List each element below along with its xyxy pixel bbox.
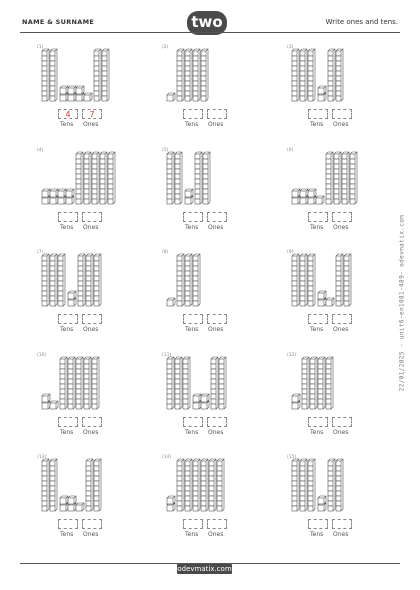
ones-answer-box[interactable] — [332, 519, 352, 529]
tens-label: Tens — [310, 224, 324, 231]
ones-answer-box[interactable] — [332, 417, 352, 427]
base-ten-blocks — [40, 353, 150, 415]
tens-rod — [217, 459, 224, 511]
tens-answer-box[interactable] — [183, 212, 203, 222]
tens-answer-box[interactable] — [308, 212, 328, 222]
tens-rod — [76, 357, 83, 409]
ones-cube — [316, 196, 324, 204]
exercise-number: (11) — [162, 353, 172, 358]
tens-label: Tens — [310, 531, 324, 538]
ones-cube — [318, 496, 326, 504]
ones-cube — [300, 189, 308, 197]
tens-rod — [58, 254, 65, 306]
tens-rod — [334, 152, 341, 204]
ones-answer-box[interactable] — [332, 212, 352, 222]
exercise-card — [37, 353, 150, 453]
ones-label: Ones — [333, 429, 349, 436]
tens-rod — [42, 49, 49, 101]
ones-label: Ones — [83, 224, 99, 231]
tens-rod — [328, 459, 335, 511]
base-ten-blocks — [290, 45, 400, 107]
tens-rod — [308, 49, 315, 101]
tens-answer-box[interactable] — [183, 109, 203, 119]
tens-rod — [308, 459, 315, 511]
ones-label: Ones — [208, 429, 224, 436]
tens-rod — [94, 254, 101, 306]
base-ten-blocks — [165, 455, 275, 517]
base-ten-blocks — [165, 353, 275, 415]
base-ten-blocks — [40, 455, 150, 517]
ones-answer-box[interactable]: 7 — [82, 109, 102, 119]
tens-rod — [193, 459, 200, 511]
tens-answer-box[interactable] — [183, 519, 203, 529]
tens-label: Tens — [310, 429, 324, 436]
tens-answer-box[interactable] — [308, 519, 328, 529]
base-ten-blocks — [290, 455, 400, 517]
tens-rod — [326, 357, 333, 409]
tens-rod — [300, 49, 307, 101]
tens-answer-box[interactable] — [308, 314, 328, 324]
exercise-number: (13) — [37, 455, 47, 460]
ones-label: Ones — [333, 121, 349, 128]
ones-label: Ones — [333, 531, 349, 538]
tens-rod — [177, 459, 184, 511]
ones-answer-box[interactable] — [82, 212, 102, 222]
exercise-number: (4) — [37, 148, 44, 153]
exercise-card — [162, 250, 275, 350]
tens-rod — [209, 459, 216, 511]
exercise-card — [37, 455, 150, 555]
tens-rod — [193, 254, 200, 306]
ones-label: Ones — [333, 326, 349, 333]
tens-rod — [185, 49, 192, 101]
tens-rod — [185, 459, 192, 511]
tens-rod — [167, 357, 174, 409]
base-ten-blocks — [40, 45, 150, 107]
tens-rod — [336, 254, 343, 306]
tens-label: Tens — [60, 429, 74, 436]
tens-rod — [76, 152, 83, 204]
ones-cube — [66, 189, 74, 197]
ones-cube — [68, 86, 76, 94]
ones-answer-box[interactable] — [207, 314, 227, 324]
base-ten-blocks — [40, 250, 150, 312]
exercise-number: (14) — [162, 455, 172, 460]
tens-label: Tens — [185, 429, 199, 436]
exercise-card — [287, 45, 400, 145]
ones-label: Ones — [83, 429, 99, 436]
ones-cube — [167, 298, 175, 306]
tens-rod — [310, 357, 317, 409]
exercise-number: (6) — [287, 148, 294, 153]
ones-label: Ones — [83, 121, 99, 128]
tens-rod — [175, 152, 182, 204]
ones-cube — [292, 189, 300, 197]
exercise-number: (2) — [162, 45, 169, 50]
tens-rod — [50, 459, 57, 511]
base-ten-blocks — [290, 250, 400, 312]
base-ten-blocks — [290, 353, 400, 415]
tens-rod — [42, 254, 49, 306]
instruction-text: Write ones and tens. — [325, 18, 398, 26]
tens-rod — [219, 357, 226, 409]
tens-rod — [50, 49, 57, 101]
tens-answer-box[interactable] — [183, 417, 203, 427]
base-ten-blocks — [165, 250, 275, 312]
exercise-card — [162, 45, 275, 145]
footer-brand: odevmatix.com — [177, 565, 232, 573]
ones-cube — [167, 93, 175, 101]
tens-rod — [201, 459, 208, 511]
tens-answer-box[interactable]: 4 — [58, 109, 78, 119]
exercise-card — [37, 148, 150, 248]
tens-label: Tens — [185, 531, 199, 538]
tens-rod — [108, 152, 115, 204]
tens-rod — [60, 357, 67, 409]
tens-rod — [86, 254, 93, 306]
ones-label: Ones — [83, 531, 99, 538]
ones-cube — [318, 86, 326, 94]
ones-cube — [60, 496, 68, 504]
tens-answer-box[interactable] — [308, 109, 328, 119]
exercise-number: (5) — [162, 148, 169, 153]
tens-label: Tens — [60, 224, 74, 231]
tens-answer-box[interactable] — [58, 314, 78, 324]
ones-label: Ones — [83, 326, 99, 333]
ones-answer-box[interactable] — [332, 314, 352, 324]
tens-rod — [336, 49, 343, 101]
tens-rod — [193, 49, 200, 101]
ones-answer-box[interactable] — [332, 109, 352, 119]
ones-answer-box[interactable] — [82, 314, 102, 324]
tens-rod — [86, 459, 93, 511]
exercise-number: (8) — [162, 250, 169, 255]
tens-answer-box[interactable] — [58, 417, 78, 427]
tens-label: Tens — [60, 121, 74, 128]
exercise-card — [162, 455, 275, 555]
ones-cube — [50, 189, 58, 197]
name-surname-label: NAME & SURNAME — [22, 18, 95, 26]
tens-rod — [203, 152, 210, 204]
tens-rod — [336, 459, 343, 511]
ones-cube — [60, 86, 68, 94]
tens-rod — [292, 459, 299, 511]
tens-rod — [84, 152, 91, 204]
tens-rod — [50, 254, 57, 306]
tens-rod — [201, 49, 208, 101]
tens-rod — [195, 152, 202, 204]
tens-rod — [94, 459, 101, 511]
tens-rod — [100, 152, 107, 204]
tens-rod — [318, 357, 325, 409]
ones-cube — [326, 298, 334, 306]
tens-rod — [300, 254, 307, 306]
exercise-number: (1) — [37, 45, 44, 50]
tens-rod — [185, 254, 192, 306]
ones-answer-box[interactable] — [82, 417, 102, 427]
tens-label: Tens — [310, 326, 324, 333]
ones-label: Ones — [208, 531, 224, 538]
tens-label: Tens — [60, 531, 74, 538]
ones-cube — [42, 189, 50, 197]
tens-rod — [68, 357, 75, 409]
tens-rod — [102, 49, 109, 101]
exercise-number: (12) — [287, 353, 297, 358]
ones-cube — [50, 401, 58, 409]
ones-cube — [292, 394, 300, 402]
tens-rod — [177, 254, 184, 306]
tens-rod — [92, 152, 99, 204]
exercise-number: (3) — [287, 45, 294, 50]
tens-answer-box[interactable] — [308, 417, 328, 427]
ones-cube — [76, 86, 84, 94]
base-ten-blocks — [290, 148, 400, 210]
tens-rod — [167, 152, 174, 204]
exercise-card — [287, 250, 400, 350]
tens-answer-box[interactable] — [183, 314, 203, 324]
ones-label: Ones — [333, 224, 349, 231]
tens-rod — [308, 254, 315, 306]
ones-cube — [318, 291, 326, 299]
side-footer-text: 22/01/2025 - unit6-en1081-489- odevmatix.com — [398, 214, 406, 392]
tens-answer-box[interactable] — [58, 519, 78, 529]
ones-cube — [76, 503, 84, 511]
ones-cube — [185, 189, 193, 197]
exercise-number: (10) — [37, 353, 47, 358]
tens-label: Tens — [310, 121, 324, 128]
ones-cube — [68, 496, 76, 504]
tens-rod — [326, 152, 333, 204]
ones-label: Ones — [208, 224, 224, 231]
ones-cube — [167, 496, 175, 504]
tens-rod — [94, 49, 101, 101]
tens-rod — [350, 152, 357, 204]
base-ten-blocks — [165, 148, 275, 210]
ones-answer-box[interactable] — [207, 109, 227, 119]
tens-rod — [84, 357, 91, 409]
ones-label: Ones — [208, 121, 224, 128]
base-ten-blocks — [165, 45, 275, 107]
worksheet-logo: two — [187, 11, 227, 35]
ones-answer-box[interactable] — [207, 212, 227, 222]
ones-answer-box[interactable] — [207, 417, 227, 427]
ones-cube — [68, 291, 76, 299]
exercise-card — [37, 45, 150, 145]
ones-cube — [308, 189, 316, 197]
tens-rod — [92, 357, 99, 409]
tens-rod — [302, 357, 309, 409]
tens-label: Tens — [60, 326, 74, 333]
ones-answer-box[interactable] — [207, 519, 227, 529]
ones-cube — [42, 394, 50, 402]
exercise-number: (7) — [37, 250, 44, 255]
tens-label: Tens — [185, 326, 199, 333]
tens-rod — [292, 254, 299, 306]
ones-cube — [84, 93, 92, 101]
exercise-card — [287, 455, 400, 555]
ones-answer-box[interactable] — [82, 519, 102, 529]
exercise-number: (9) — [287, 250, 294, 255]
tens-rod — [211, 357, 218, 409]
exercise-card — [162, 148, 275, 248]
tens-rod — [177, 49, 184, 101]
ones-cube — [193, 394, 201, 402]
tens-rod — [42, 459, 49, 511]
exercise-card — [287, 353, 400, 453]
tens-rod — [175, 357, 182, 409]
tens-label: Tens — [185, 224, 199, 231]
exercise-card — [37, 250, 150, 350]
tens-rod — [300, 459, 307, 511]
tens-rod — [78, 254, 85, 306]
tens-rod — [342, 152, 349, 204]
tens-answer-box[interactable] — [58, 212, 78, 222]
ones-cube — [201, 394, 209, 402]
ones-label: Ones — [208, 326, 224, 333]
tens-label: Tens — [185, 121, 199, 128]
exercise-number: (15) — [287, 455, 297, 460]
exercise-card — [162, 353, 275, 453]
tens-rod — [292, 49, 299, 101]
base-ten-blocks — [40, 148, 150, 210]
exercise-card — [287, 148, 400, 248]
ones-cube — [58, 189, 66, 197]
tens-rod — [183, 357, 190, 409]
tens-rod — [344, 254, 351, 306]
tens-rod — [328, 49, 335, 101]
